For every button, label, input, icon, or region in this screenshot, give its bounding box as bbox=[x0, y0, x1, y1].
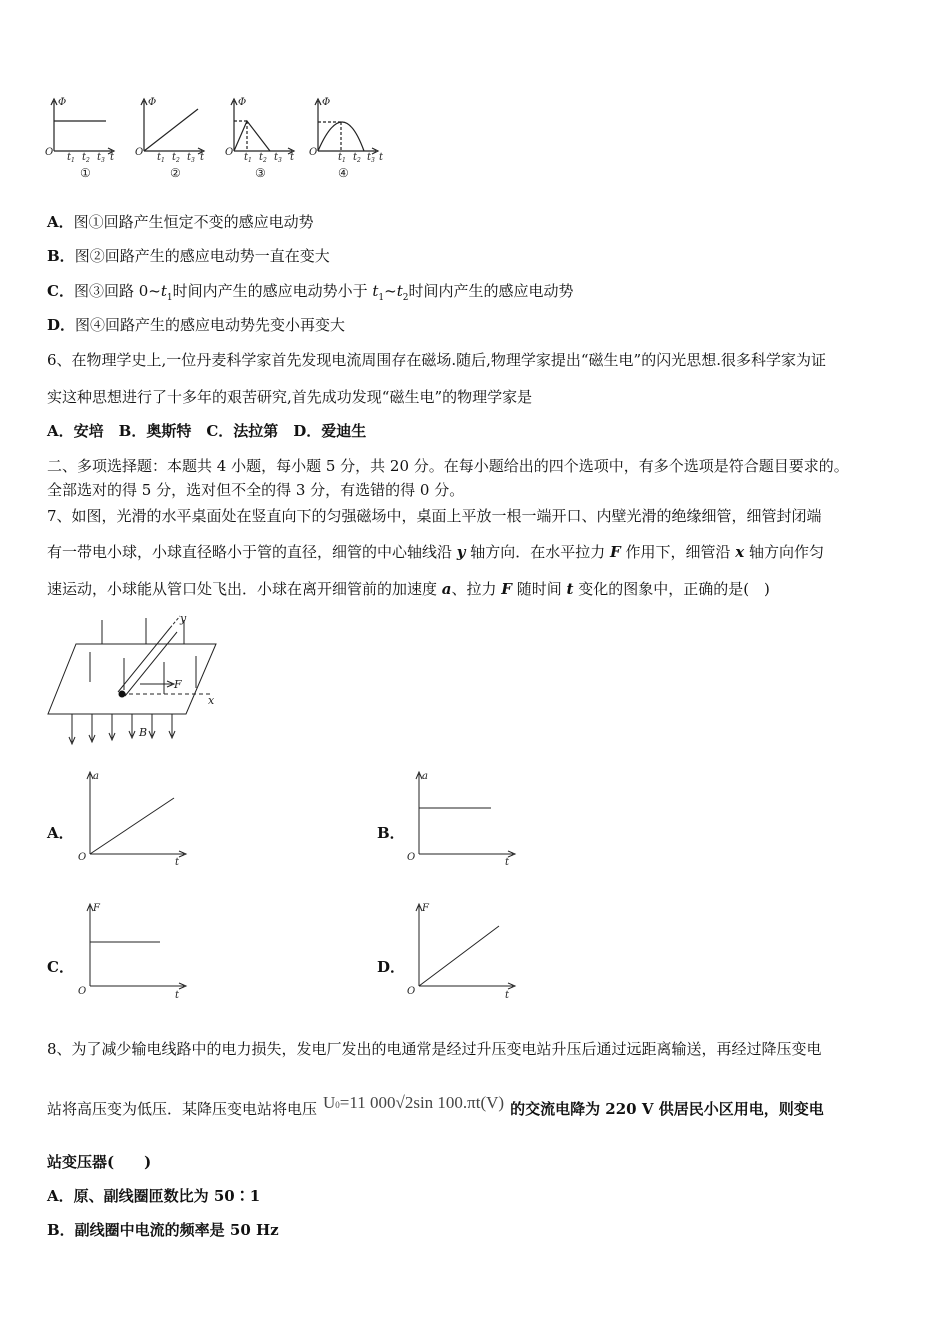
q7-option-b-graph[interactable] bbox=[401, 768, 521, 868]
q5-option-a[interactable]: A．图①回路产生恒定不变的感应电动势 bbox=[47, 213, 314, 231]
svg-text:3: 3 bbox=[278, 157, 282, 164]
svg-text:a: a bbox=[93, 771, 99, 782]
caption-2: ② bbox=[170, 166, 181, 180]
svg-text:1: 1 bbox=[342, 157, 346, 164]
section2-heading-line1: 二、多项选择题：本题共 4 小题，每小题 5 分，共 20 分。在每小题给出的四个选项中，有多个选项是符合题目要求的。 bbox=[47, 457, 849, 475]
q7-option-d-label[interactable]: D． bbox=[377, 958, 406, 976]
q7-stem-line1: 7、如图，光滑的水平桌面处在竖直向下的匀强磁场中，桌面上平放一根一端开口、内壁光滑的绝缘细管，细管封闭端 bbox=[47, 507, 822, 525]
svg-text:F: F bbox=[174, 678, 182, 691]
svg-text:t: t bbox=[67, 152, 72, 163]
charged-ball bbox=[119, 691, 126, 698]
svg-text:t: t bbox=[97, 152, 102, 163]
caption-3: ③ bbox=[255, 166, 266, 180]
svg-text:O: O bbox=[78, 986, 87, 997]
svg-text:3: 3 bbox=[101, 157, 105, 164]
svg-text:t: t bbox=[157, 152, 162, 163]
phi-label-1: Φ bbox=[58, 97, 67, 108]
voltage-formula: U0=11 000√2sin 100.πt(V) bbox=[323, 1093, 505, 1112]
svg-text:t: t bbox=[110, 152, 115, 163]
q5-graphs bbox=[40, 95, 400, 185]
q6-stem-line2: 实这种思想进行了十多年的艰苦研究,首先成功发现“磁生电”的物理学家是 bbox=[47, 388, 533, 406]
svg-text:2: 2 bbox=[357, 157, 361, 164]
svg-text:2: 2 bbox=[263, 157, 267, 164]
q7-stem-line2: 有一带电小球，小球直径略小于管的直径，细管的中心轴线沿 y 轴方向．在水平拉力 F 作用下，细管沿 x 轴方向作匀 bbox=[47, 543, 824, 561]
q7-option-c-graph[interactable] bbox=[72, 898, 192, 1002]
svg-text:F: F bbox=[422, 903, 429, 914]
svg-text:y: y bbox=[180, 612, 187, 625]
svg-text:t: t bbox=[244, 152, 249, 163]
q8-option-b[interactable]: B．副线圈中电流的频率是 50 Hz bbox=[47, 1221, 279, 1239]
svg-text:O: O bbox=[225, 147, 234, 158]
q7-stem-line3: 速运动，小球能从管口处飞出．小球在离开细管前的加速度 a、拉力 F 随时间 t 变化的图象中，正确的是( ) bbox=[47, 580, 770, 598]
svg-text:t: t bbox=[259, 152, 264, 163]
svg-text:t: t bbox=[187, 152, 192, 163]
svg-text:t: t bbox=[505, 990, 510, 1001]
svg-text:O: O bbox=[78, 852, 87, 863]
svg-text:t: t bbox=[290, 152, 295, 163]
svg-text:2: 2 bbox=[86, 157, 90, 164]
q5-option-d[interactable]: D．图④回路产生的感应电动势先变小再变大 bbox=[47, 316, 346, 334]
svg-text:t: t bbox=[505, 857, 510, 868]
svg-text:t: t bbox=[274, 152, 279, 163]
svg-text:2: 2 bbox=[176, 157, 180, 164]
svg-text:t: t bbox=[367, 152, 372, 163]
svg-text:t: t bbox=[338, 152, 343, 163]
q7-option-a-graph[interactable] bbox=[72, 768, 192, 868]
svg-text:O: O bbox=[309, 147, 318, 158]
svg-text:1: 1 bbox=[248, 157, 252, 164]
svg-text:t: t bbox=[175, 857, 180, 868]
q8-stem-line2: 站将高压变为低压．某降压变电站将电压 U0=11 000√2sin 100.πt(V) 的交流电降为 220 V 供居民小区用电，则变电 bbox=[47, 1093, 824, 1118]
phi-label-2: Φ bbox=[148, 97, 157, 108]
svg-text:t: t bbox=[175, 990, 180, 1001]
section2-heading-line2: 全部选对的得 5 分，选对但不全的得 3 分，有选错的得 0 分。 bbox=[47, 481, 465, 499]
svg-text:t: t bbox=[172, 152, 177, 163]
svg-text:O: O bbox=[407, 986, 416, 997]
svg-text:B: B bbox=[139, 726, 148, 739]
phi-label-4: Φ bbox=[322, 97, 331, 108]
phi-label-3: Φ bbox=[238, 97, 247, 108]
svg-text:1: 1 bbox=[71, 157, 75, 164]
svg-text:t: t bbox=[200, 152, 205, 163]
q7-option-a-label[interactable]: A． bbox=[47, 824, 74, 842]
svg-text:3: 3 bbox=[191, 157, 195, 164]
q5-option-c[interactable]: C．图③回路 $0\sim t_1$时间内产生的感应电动势小于 $t_1\sim t_2$时间内产生的感应电动势 bbox=[47, 282, 574, 303]
q7-figure bbox=[44, 612, 234, 752]
svg-text:O: O bbox=[45, 147, 54, 158]
caption-1: ① bbox=[80, 166, 91, 180]
svg-text:F: F bbox=[93, 903, 100, 914]
q8-stem-line1: 8、为了减少输电线路中的电力损失，发电厂发出的电通常是经过升压变电站升压后通过远距离输送，再经过降压变电 bbox=[47, 1040, 822, 1058]
svg-text:3: 3 bbox=[371, 157, 375, 164]
q7-option-b-label[interactable]: B． bbox=[377, 824, 405, 842]
q6-options[interactable]: A．安培 B．奥斯特 C．法拉第 D．爱迪生 bbox=[47, 422, 367, 440]
svg-text:O: O bbox=[407, 852, 416, 863]
q5-option-b[interactable]: B．图②回路产生的感应电动势一直在变大 bbox=[47, 247, 330, 265]
q7-option-c-label[interactable]: C． bbox=[47, 958, 74, 976]
svg-text:a: a bbox=[422, 771, 428, 782]
svg-text:1: 1 bbox=[161, 157, 165, 164]
caption-4: ④ bbox=[338, 166, 349, 180]
svg-text:t: t bbox=[379, 152, 384, 163]
svg-text:t: t bbox=[353, 152, 358, 163]
svg-text:t: t bbox=[82, 152, 87, 163]
q8-option-a[interactable]: A．原、副线圈匝数比为 50∶1 bbox=[47, 1187, 261, 1205]
q7-option-d-graph[interactable] bbox=[401, 898, 521, 1002]
q8-stem-line3: 站变压器( ) bbox=[47, 1153, 152, 1171]
svg-text:x: x bbox=[208, 694, 215, 707]
q6-stem-line1: 6、在物理学史上,一位丹麦科学家首先发现电流周围存在磁场.随后,物理学家提出“磁生电”的闪光思想.很多科学家为证 bbox=[47, 351, 826, 369]
svg-text:O: O bbox=[135, 147, 144, 158]
